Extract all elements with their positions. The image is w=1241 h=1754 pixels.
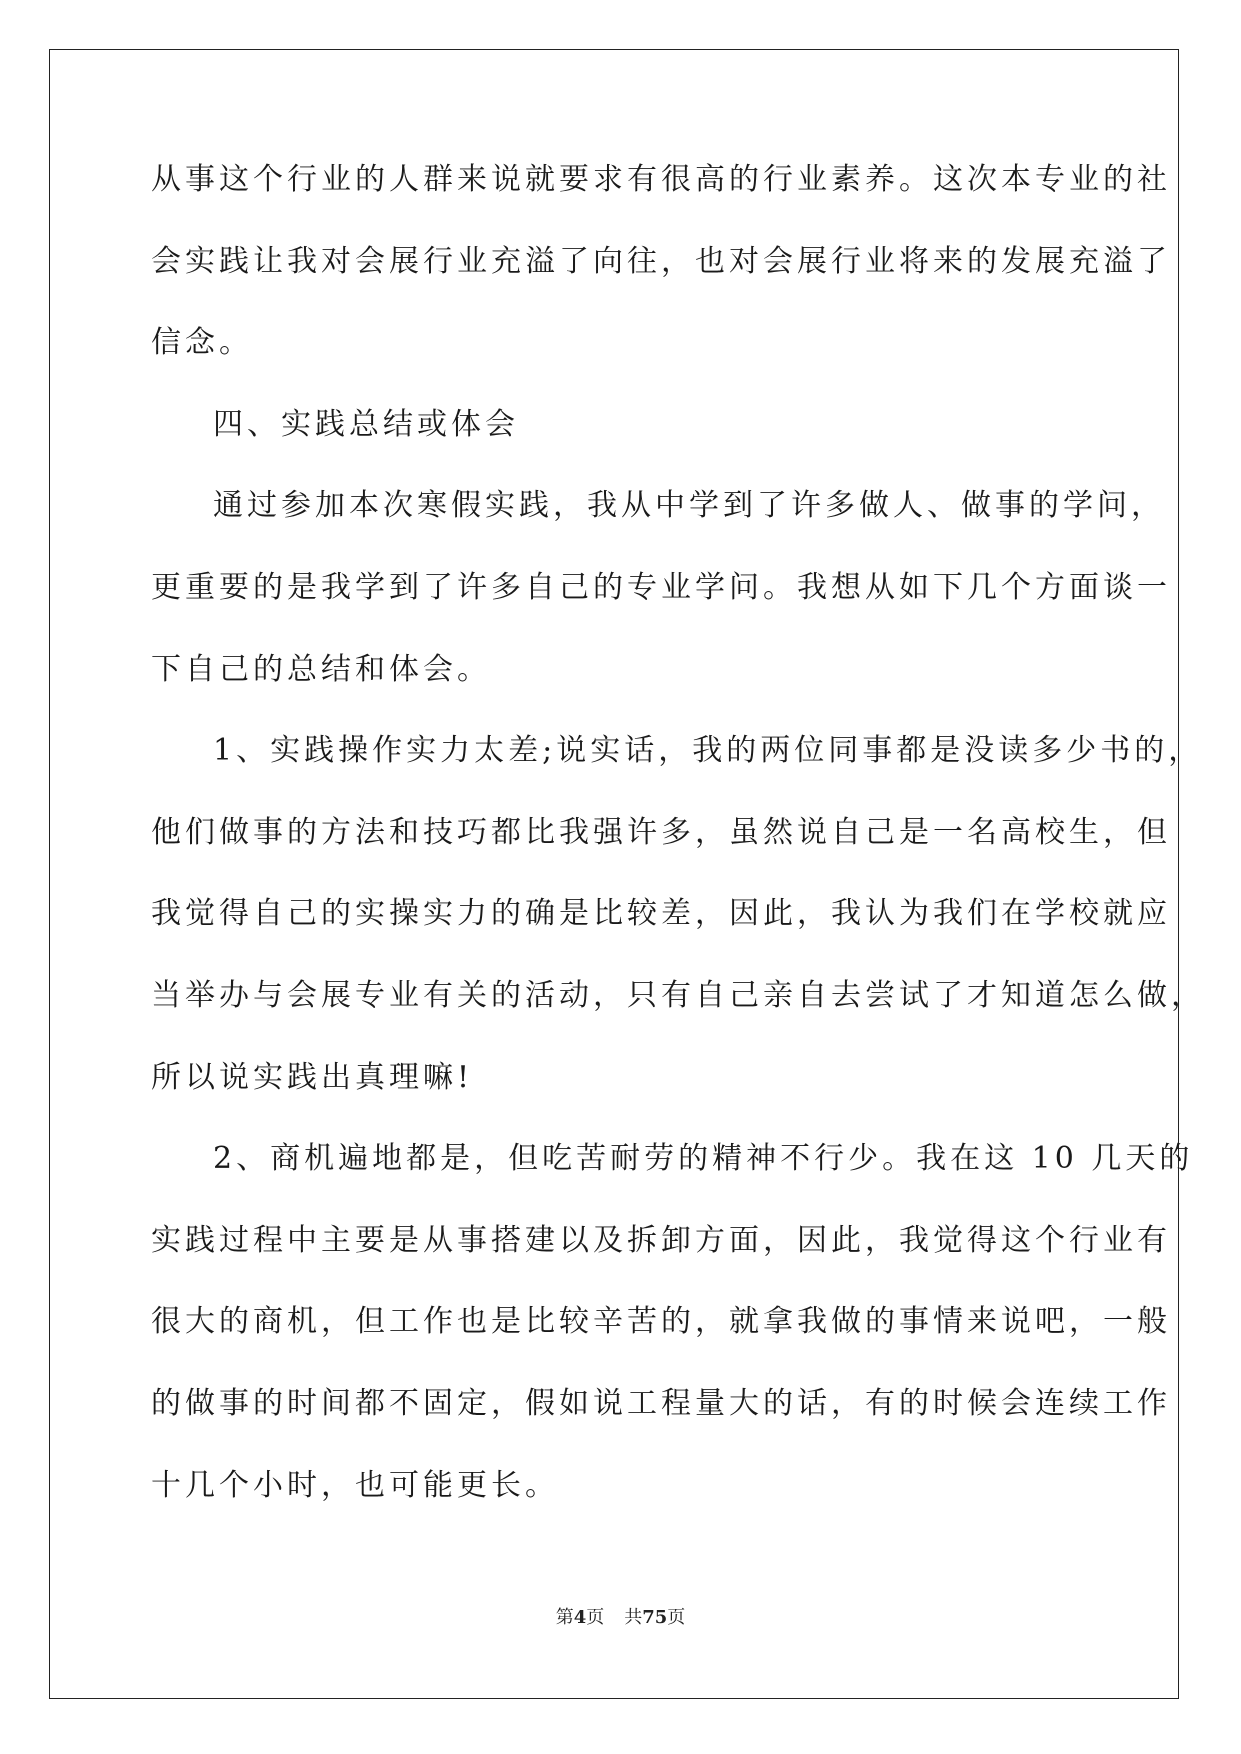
text-line: 1、实践操作实力太差;说实话，我的两位同事都是没读多少书的， xyxy=(213,733,1203,769)
text-line: 我觉得自己的实操实力的确是比较差，因此，我认为我们在学校就应 xyxy=(151,896,1171,932)
text-line: 很大的商机，但工作也是比较辛苦的，就拿我做的事情来说吧，一般 xyxy=(151,1304,1171,1340)
page-prefix: 第 xyxy=(555,1607,574,1628)
document-body xyxy=(151,162,1205,1552)
text-line: 下自己的总结和体会。 xyxy=(151,651,491,687)
page-suffix: 页 xyxy=(586,1607,605,1628)
text-line: 信念。 xyxy=(151,325,253,361)
text-line: 当举办与会展专业有关的活动，只有自己亲自去尝试了才知道怎么做， xyxy=(151,977,1205,1013)
text-line: 会实践让我对会展行业充溢了向往，也对会展行业将来的发展充溢了 xyxy=(151,243,1171,279)
page-number: 4 xyxy=(573,1607,587,1628)
section-heading: 四、实践总结或体会 xyxy=(213,406,519,442)
text-line: 他们做事的方法和技巧都比我强许多，虽然说自己是一名高校生，但 xyxy=(151,814,1171,850)
text-line: 2、商机遍地都是，但吃苦耐劳的精神不行少。我在这 10 几天的 xyxy=(213,1141,1194,1177)
text-line: 更重要的是我学到了许多自己的专业学问。我想从如下几个方面谈一 xyxy=(151,569,1171,605)
text-line: 十几个小时，也可能更长。 xyxy=(151,1467,559,1503)
text-line: 从事这个行业的人群来说就要求有很高的行业素养。这次本专业的社 xyxy=(151,162,1171,197)
total-suffix: 页 xyxy=(667,1607,686,1628)
total-prefix: 共 xyxy=(624,1607,643,1628)
text-line: 的做事的时间都不固定，假如说工程量大的话，有的时候会连续工作 xyxy=(151,1385,1171,1421)
text-line: 实践过程中主要是从事搭建以及拆卸方面，因此，我觉得这个行业有 xyxy=(151,1222,1171,1258)
total-pages: 75 xyxy=(642,1607,668,1628)
text-line: 通过参加本次寒假实践，我从中学到了许多做人、做事的学问， xyxy=(213,488,1165,524)
text-line: 所以说实践出真理嘛! xyxy=(151,1059,474,1095)
page-footer xyxy=(0,1603,1241,1629)
